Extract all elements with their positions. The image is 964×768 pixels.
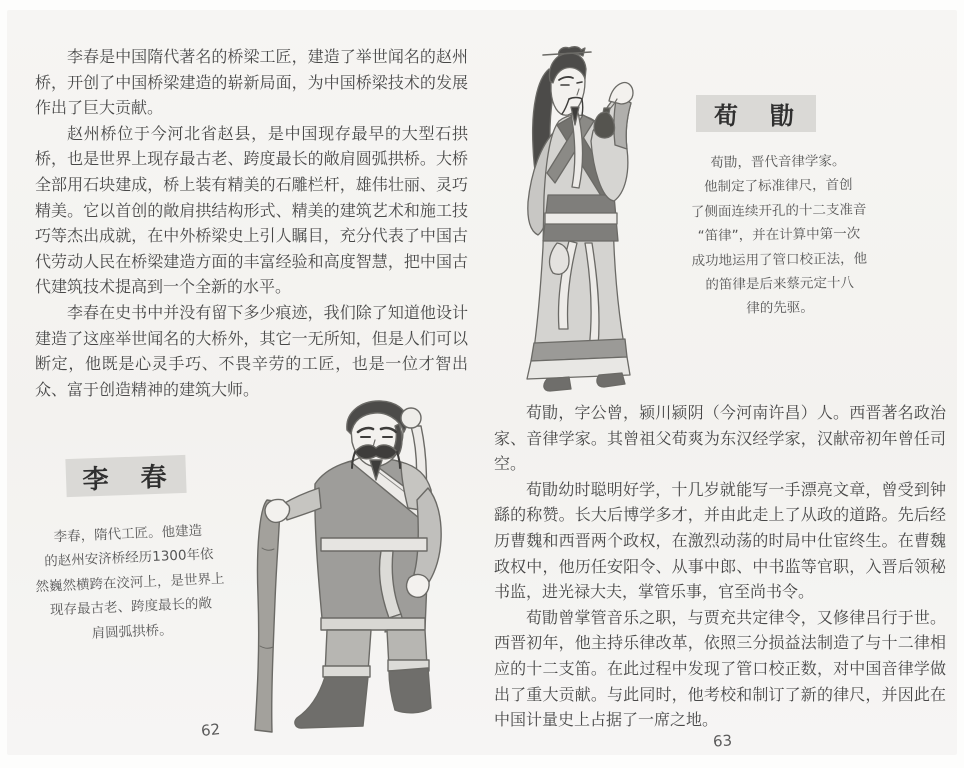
paragraph: 赵州桥位于今河北省赵县，是中国现存最早的大型石拱桥，也是世界上现存最古老、跨度最长的敞肩圆弧拱桥。大桥全部用石块建成，桥上装有精美的石雕栏杆，雄伟壮丽、灵巧精美。它以首创的敞肩拱结构形式、精美的建筑艺术和施工技巧等杰出成就，在中外桥梁史上引人瞩目，充分代表了中国古代劳动人民在桥梁建造方面的丰富经验和高度智慧，把中国古代建筑技术提高到一个全新的水平。 [35, 123, 468, 297]
caption-line: “笛律”，并在计算中第一次 [697, 226, 861, 245]
section-title-xun-xu [696, 95, 816, 132]
caption-line: 肩圆弧拱桥。 [91, 621, 173, 642]
caption-line: 然巍然横跨在洨河上，是世界上 [35, 570, 225, 595]
caption-line: 的笛律是后来蔡元定十八 [705, 274, 855, 294]
paragraph: 荀勖幼时聪明好学，十几岁就能写一手漂亮文章，曾受到钟繇的称赞。长大后博学多才，并由此走上了从政的道路。先后经历曹魏和西晋两个政权，在激烈动荡的时局中仕宦终生。在曹魏政权中，他历任安阳令、从事中郎、中书监等官职，入晋后领秘书监，进光禄大夫，掌管乐事，官至尚书令。 [494, 479, 946, 602]
section-title-li-chun [65, 455, 186, 497]
caption-line: 荀勖，晋代音律学家。 [710, 153, 846, 171]
paragraph: 李春是中国隋代著名的桥梁工匠，建造了举世闻名的赵州桥，开创了中国桥梁建造的崭新局面，为中国桥梁技术的发展作出了巨大贡献。 [35, 47, 468, 118]
caption-line: 现存最古老、跨度最长的敞 [49, 595, 213, 619]
caption-line: 了侧面连续开孔的十二支准音 [690, 201, 867, 221]
paragraph: 荀勖曾掌管音乐之职，与贾充共定律令，又修律吕行于世。西晋初年，他主持乐律改革，依照三分损益法制造了与十二律相应的十二支笛。在此过程中发现了管口校正数，对中国音律学做出了重大贡献。与此同时，他考校和制订了新的律尺，并因此在中国计量史上占据了一席之地。 [494, 607, 946, 730]
section-title-text: 李 春 [82, 461, 171, 496]
caption-line: 成功地运用了管口校正法，他 [691, 250, 868, 269]
caption-line: 的赵州安济桥经历1300年依 [43, 546, 214, 571]
caption-line: 李春，隋代工匠。他建造 [53, 522, 203, 546]
body-text-right [494, 400, 946, 733]
page-number-left: 62 [200, 720, 221, 740]
li-chun-illustration [235, 396, 450, 740]
caption-line: 他制定了标准律尺，首创 [703, 177, 853, 196]
body-text-left [35, 44, 468, 402]
caption-li-chun [7, 517, 252, 649]
paragraph: 李春在史书中并没有留下多少痕迹，我们除了知道他设计建造了这座举世闻名的大桥外，其它一无所知，但是人们可以断定，他既是心灵手巧、不畏辛劳的工匠，也是一位才智出众、富于创造精神的建筑大师。 [35, 302, 468, 399]
section-title-text: 荀 勖 [714, 102, 798, 130]
page-number-right: 63 [712, 731, 733, 751]
caption-line: 律的先驱。 [746, 299, 814, 317]
paragraph: 荀勖，字公曾，颍川颍阴（今河南许昌）人。西晋著名政治家、音律学家。其曾祖父荀爽为东汉经学家，汉献帝初年曾任司空。 [494, 403, 946, 474]
xun-xu-illustration [497, 45, 669, 395]
caption-xun-xu [647, 148, 911, 322]
